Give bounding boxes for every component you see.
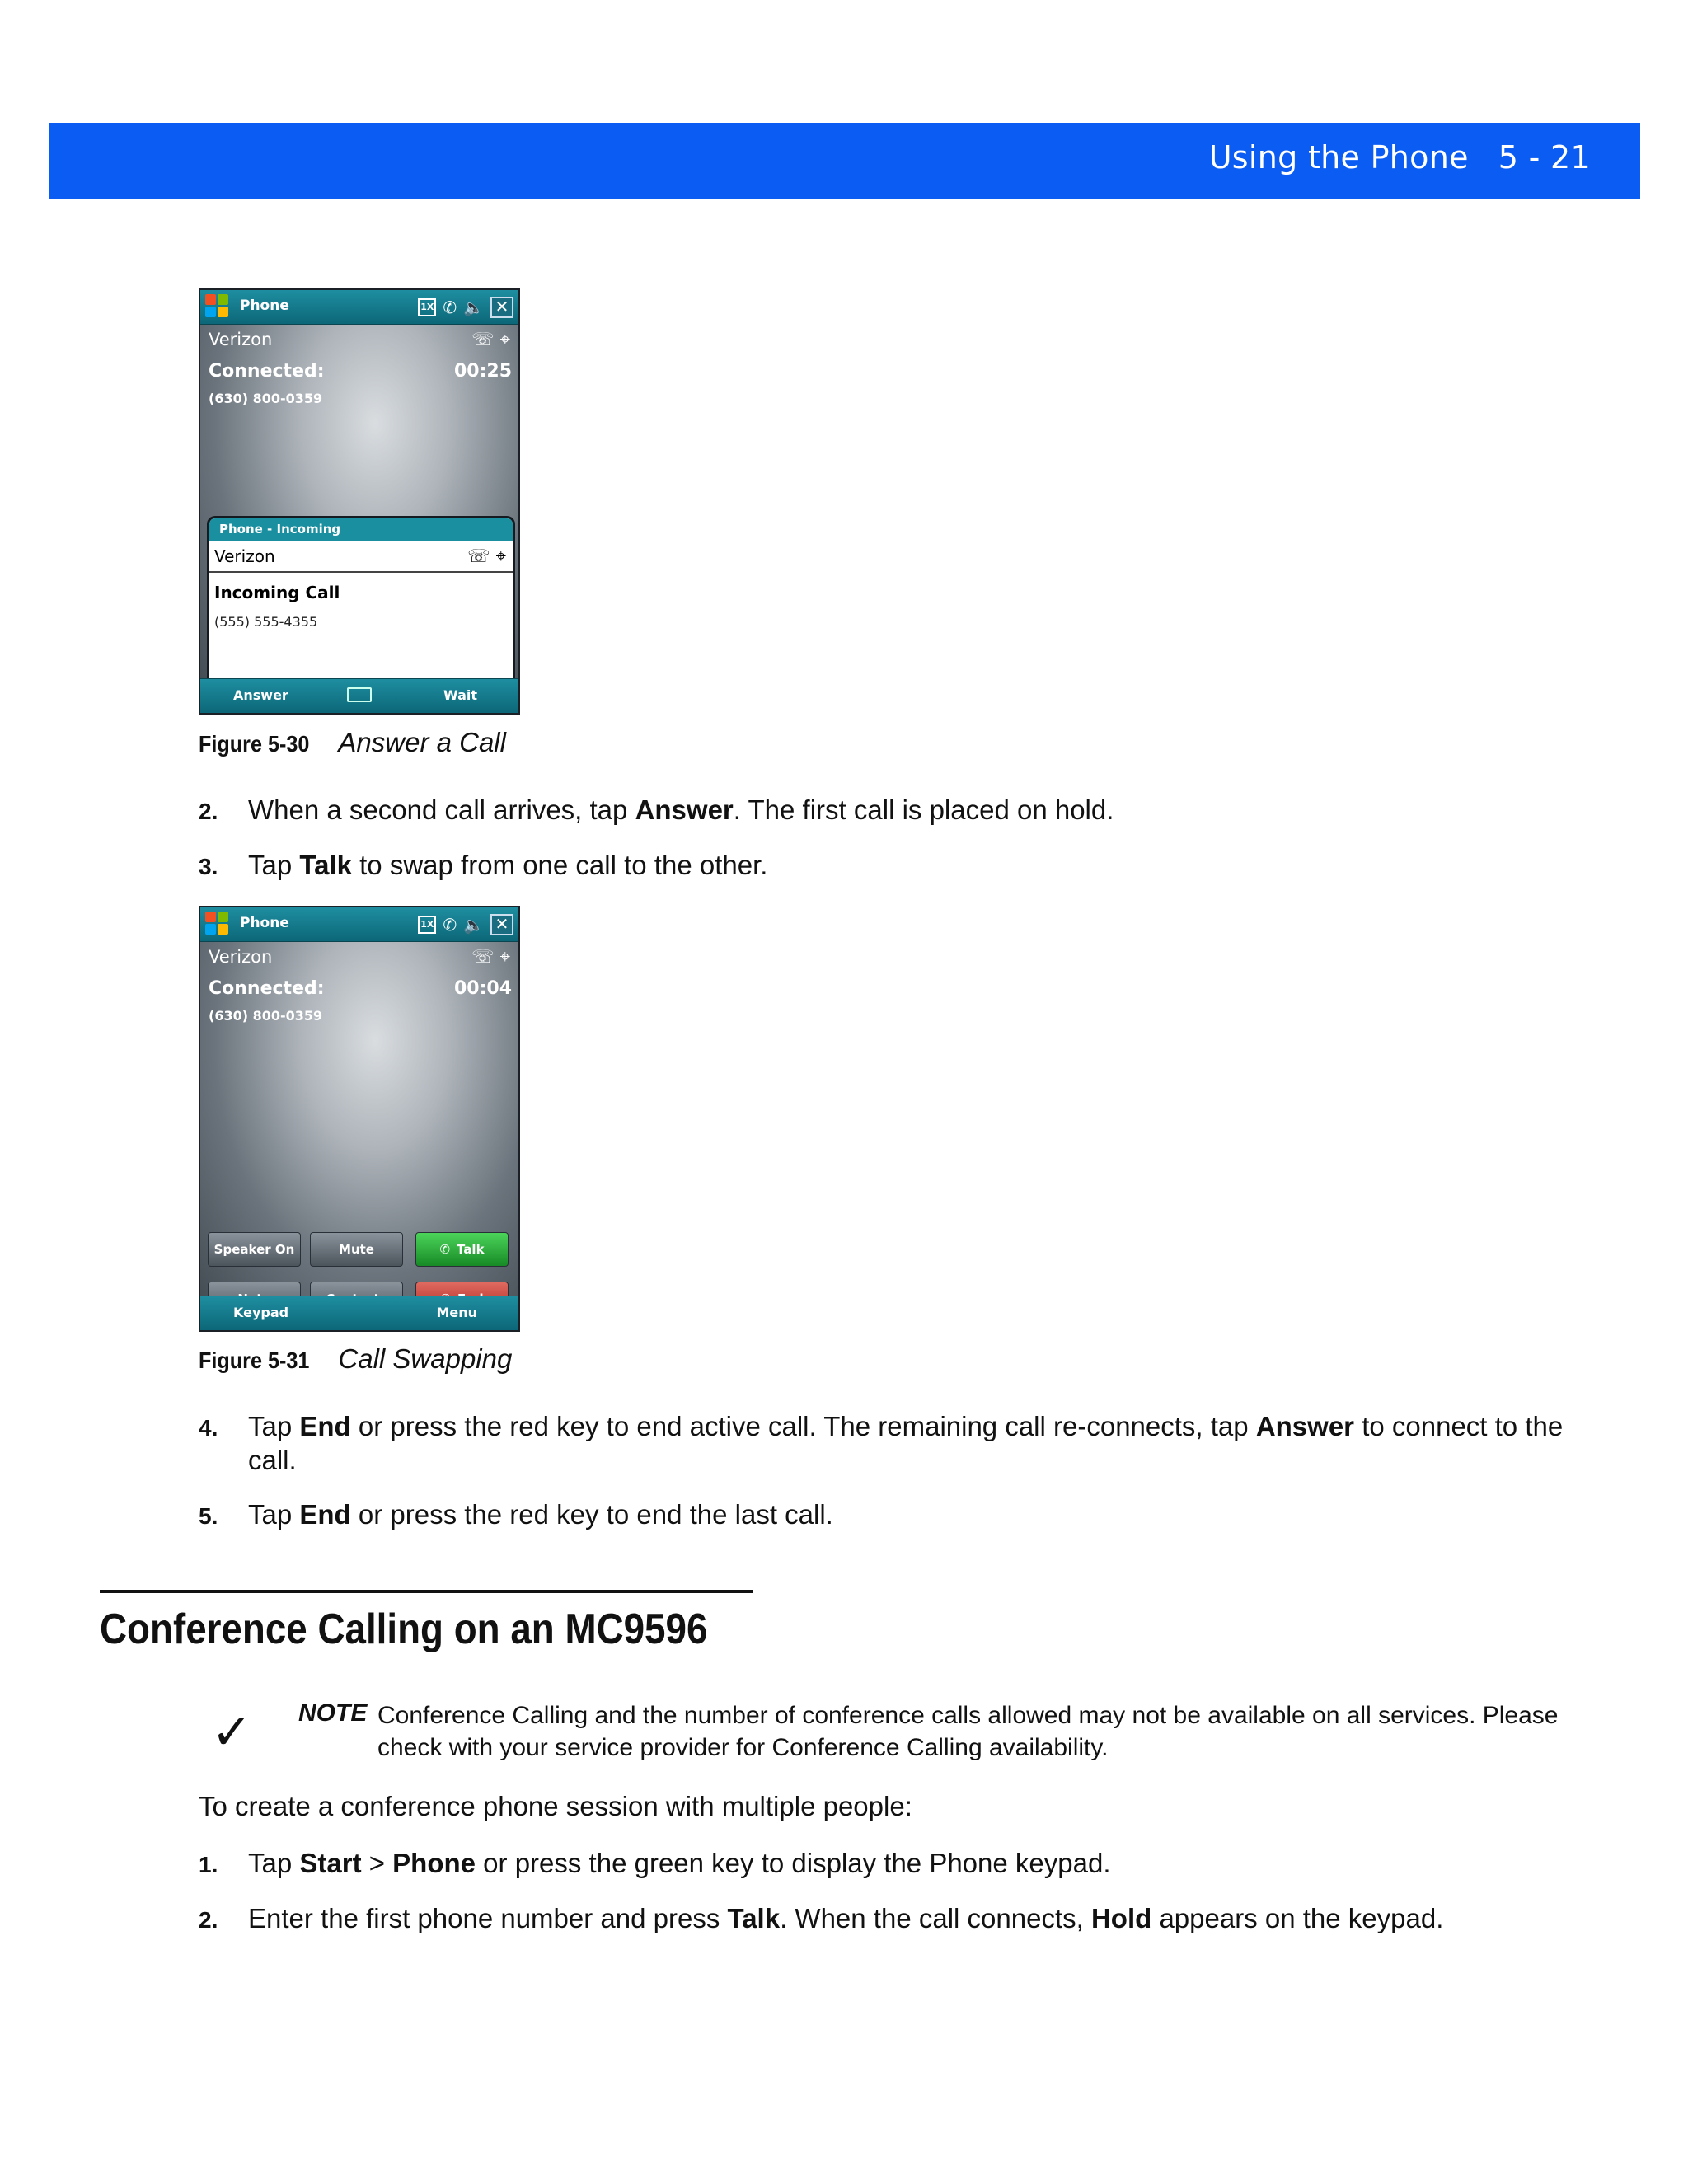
step-text: Tap Talk to swap from one call to the other. (248, 850, 768, 880)
carrier-name: Verizon (209, 947, 273, 967)
incoming-number: (555) 555-4355 (214, 614, 318, 630)
step-number: 2. (199, 799, 218, 824)
list-item (199, 793, 1600, 827)
running-header (1209, 139, 1591, 176)
talk-button[interactable]: ✆ Talk (415, 1232, 509, 1267)
popup-carrier-row (209, 541, 513, 573)
step-number: 5. (199, 1503, 218, 1529)
section-heading: Conference Calling on an MC9596 (100, 1605, 708, 1653)
call-timer: 00:25 (453, 361, 512, 382)
windows-start-icon[interactable] (205, 294, 230, 319)
incoming-call-heading: Incoming Call (214, 583, 340, 602)
phone-signal-icon[interactable]: ✆ (443, 915, 457, 935)
figure-title: Answer a Call (338, 727, 506, 757)
mute-button[interactable]: Mute (310, 1232, 403, 1267)
list-item (199, 848, 1600, 882)
keyboard-icon[interactable] (347, 687, 372, 702)
list-item (199, 1497, 1600, 1531)
note-label: NOTE (298, 1699, 368, 1727)
figure-label: Figure 5-31 (199, 1347, 310, 1373)
speaker-icon[interactable]: 🔈 (463, 915, 484, 935)
windows-start-icon[interactable] (205, 912, 230, 936)
system-tray (418, 913, 513, 936)
carrier-name: Verizon (209, 330, 273, 349)
popup-carrier: Verizon (214, 546, 275, 566)
step-text: When a second call arrives, tap Answer. The first call is placed on hold. (248, 794, 1114, 825)
call-status: Connected: (209, 361, 325, 382)
call-status-icon: ☏ ⌖ (471, 947, 510, 968)
intro-paragraph: To create a conference phone session with multiple people: (199, 1791, 912, 1821)
app-title: Phone (240, 915, 289, 931)
step-text: Tap End or press the red key to end active call. The remaining call re-connects, tap Answer to connect to the call. (248, 1411, 1564, 1475)
call-status-icon: ☏ ⌖ (471, 330, 510, 350)
step-number: 2. (199, 1907, 218, 1933)
call-timer: 00:04 (453, 978, 512, 999)
system-tray (418, 296, 513, 319)
caller-number: (630) 800-0359 (209, 1008, 323, 1024)
softkey-bar (200, 678, 518, 713)
step-number: 1. (199, 1852, 218, 1877)
list-item (199, 1846, 1600, 1880)
call-screen (200, 325, 518, 678)
close-icon[interactable]: ✕ (490, 914, 513, 935)
softkey-bar (200, 1296, 518, 1330)
phone-signal-icon[interactable]: ✆ (443, 298, 457, 317)
keypad-softkey[interactable]: Keypad (233, 1305, 289, 1320)
step-number: 3. (199, 854, 218, 879)
figure-title: Call Swapping (338, 1343, 513, 1374)
figure-caption (199, 727, 506, 758)
step-text: Tap Start > Phone or press the green key to display the Phone keypad. (248, 1848, 1111, 1878)
1x-data-icon[interactable]: 1X (418, 298, 436, 316)
title-bar (200, 290, 518, 325)
title-bar (200, 907, 518, 942)
phone-screenshot-answer (199, 288, 520, 715)
step-text: Enter the first phone number and press Talk. When the call connects, Hold appears on the keypad. (248, 1903, 1444, 1933)
menu-softkey[interactable]: Menu (436, 1305, 477, 1320)
answer-softkey[interactable]: Answer (233, 687, 288, 703)
caller-number: (630) 800-0359 (209, 391, 323, 406)
step-text: Tap End or press the red key to end the last call. (248, 1499, 833, 1530)
step-number: 4. (199, 1415, 218, 1441)
section-rule (100, 1590, 753, 1593)
speaker-icon[interactable]: 🔈 (463, 298, 484, 317)
speaker-on-button[interactable]: Speaker On (208, 1232, 301, 1267)
handset-icon: ✆ (439, 1242, 451, 1257)
incoming-call-popup (207, 516, 515, 678)
wait-softkey[interactable]: Wait (443, 687, 477, 703)
figure-label: Figure 5-30 (199, 731, 310, 757)
section-title: Using the Phone (1208, 139, 1469, 176)
phone-screenshot-swap (199, 906, 520, 1332)
call-status: Connected: (209, 978, 325, 999)
popup-phone-icon: ☏ ⌖ (467, 546, 506, 567)
popup-title: Phone - Incoming (209, 518, 513, 541)
list-item (199, 1901, 1600, 1935)
note-text: Conference Calling and the number of conference calls allowed may not be available on all services. Please check with your service provider for Conference Calling availability. (377, 1702, 1559, 1761)
figure-caption (199, 1343, 512, 1375)
list-item (199, 1409, 1600, 1477)
page-header (49, 123, 1640, 199)
call-screen (200, 942, 518, 1296)
app-title: Phone (240, 298, 289, 314)
checkmark-icon: ✓ (211, 1704, 253, 1760)
1x-data-icon[interactable]: 1X (418, 916, 436, 934)
close-icon[interactable]: ✕ (490, 297, 513, 318)
page-number: 5 - 21 (1498, 139, 1591, 176)
